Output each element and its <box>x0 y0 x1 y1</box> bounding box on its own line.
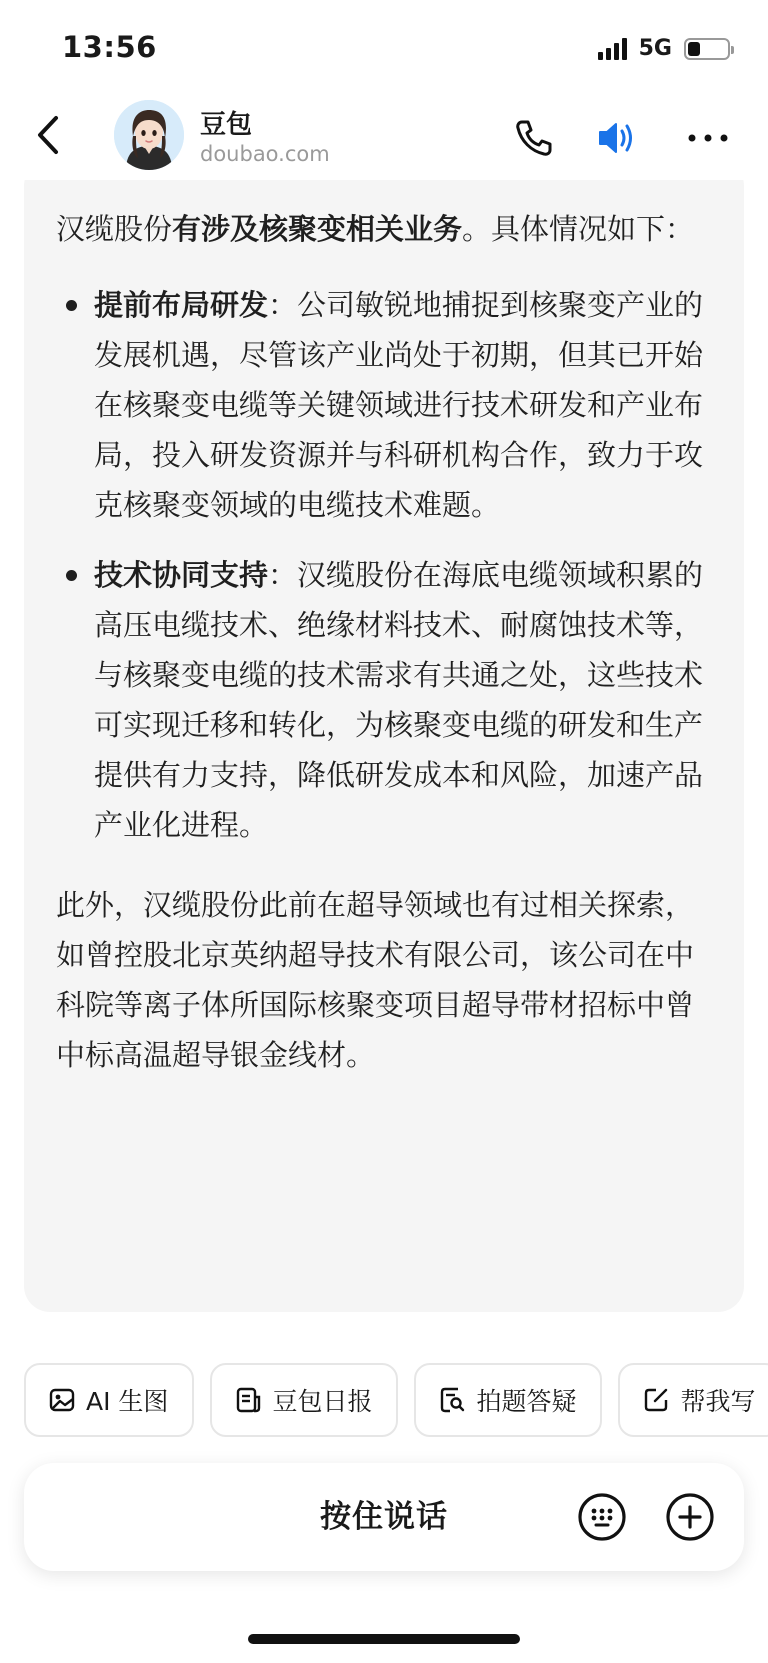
keyboard-icon <box>576 1491 628 1543</box>
status-time: 13:56 <box>62 30 157 64</box>
intro-plain: 汉缆股份 <box>56 212 173 246</box>
bot-domain: doubao.com <box>200 142 330 166</box>
message-closing: 此外，汉缆股份此前在超导领域也有过相关探索，如曾控股北京英纳超导技术有限公司，该公司在中科院等离子体所国际核聚变项目超导带材招标中曾中标高温超导银金线材。 <box>56 888 695 1072</box>
battery-icon <box>684 38 730 60</box>
chip-help-write[interactable] <box>618 1363 768 1437</box>
status-indicators <box>598 36 730 61</box>
phone-icon <box>512 116 556 160</box>
more-button[interactable] <box>686 116 730 160</box>
more-horizontal-icon <box>686 116 730 160</box>
assistant-message <box>24 160 744 1312</box>
chat-header <box>0 96 768 180</box>
chip-ai-image[interactable] <box>24 1363 194 1437</box>
bullet-title: 技术协同支持 <box>94 558 269 592</box>
message-intro <box>56 204 712 254</box>
intro-bold: 有涉及核聚变相关业务 <box>172 212 463 246</box>
hold-to-talk-button[interactable]: 按住说话 <box>320 1499 448 1535</box>
avatar[interactable] <box>114 100 184 170</box>
read-aloud-button[interactable] <box>596 116 640 160</box>
chip-label: 豆包日报 <box>272 1387 373 1416</box>
intro-rest: 。具体情况如下： <box>462 212 695 246</box>
document-icon <box>234 1386 262 1414</box>
back-button[interactable] <box>30 110 70 160</box>
image-icon <box>48 1386 76 1414</box>
bullet-text: ：公司敏锐地捕捉到核聚变产业的发展机遇，尽管该产业尚处于初期，但其已开始在核聚变电缆等关键领域进行技术研发和产业布局，投入研发资源并与科研机构合作，致力于攻克核聚变领域的电缆技术难题。 <box>94 288 704 522</box>
chip-daily-report[interactable] <box>210 1363 398 1437</box>
input-bar <box>24 1463 744 1571</box>
network-label: 5G <box>638 36 672 61</box>
edit-icon <box>642 1386 670 1414</box>
search-document-icon <box>438 1386 466 1414</box>
chevron-left-icon <box>30 110 70 160</box>
suggestion-chips <box>24 1363 768 1437</box>
speaker-icon <box>596 116 640 160</box>
bullet-text: ：汉缆股份在海底电缆领域积累的高压电缆技术、绝缘材料技术、耐腐蚀技术等，与核聚变电缆的技术需求有共通之处，这些技术可实现迁移和转化，为核聚变电缆的研发和生产提供有力支持，降低研发成本和风险，加速产品产业化进程。 <box>94 558 704 842</box>
chip-photo-question[interactable] <box>414 1363 602 1437</box>
signal-icon <box>598 38 627 60</box>
home-indicator[interactable] <box>248 1634 520 1644</box>
bullet-title: 提前布局研发 <box>94 288 269 322</box>
chip-label: 帮我写 <box>680 1387 756 1416</box>
chip-label: 拍题答疑 <box>476 1387 577 1416</box>
status-bar <box>0 0 768 96</box>
bullet-list <box>56 280 712 850</box>
call-button[interactable] <box>512 116 556 160</box>
list-item <box>56 550 712 850</box>
keyboard-button[interactable] <box>576 1491 628 1543</box>
plus-circle-icon <box>664 1491 716 1543</box>
bot-avatar-icon <box>114 100 184 170</box>
list-item <box>56 280 712 530</box>
chip-label: AI 生图 <box>86 1387 169 1416</box>
add-button[interactable] <box>664 1491 716 1543</box>
bot-name: 豆包 <box>200 110 253 140</box>
